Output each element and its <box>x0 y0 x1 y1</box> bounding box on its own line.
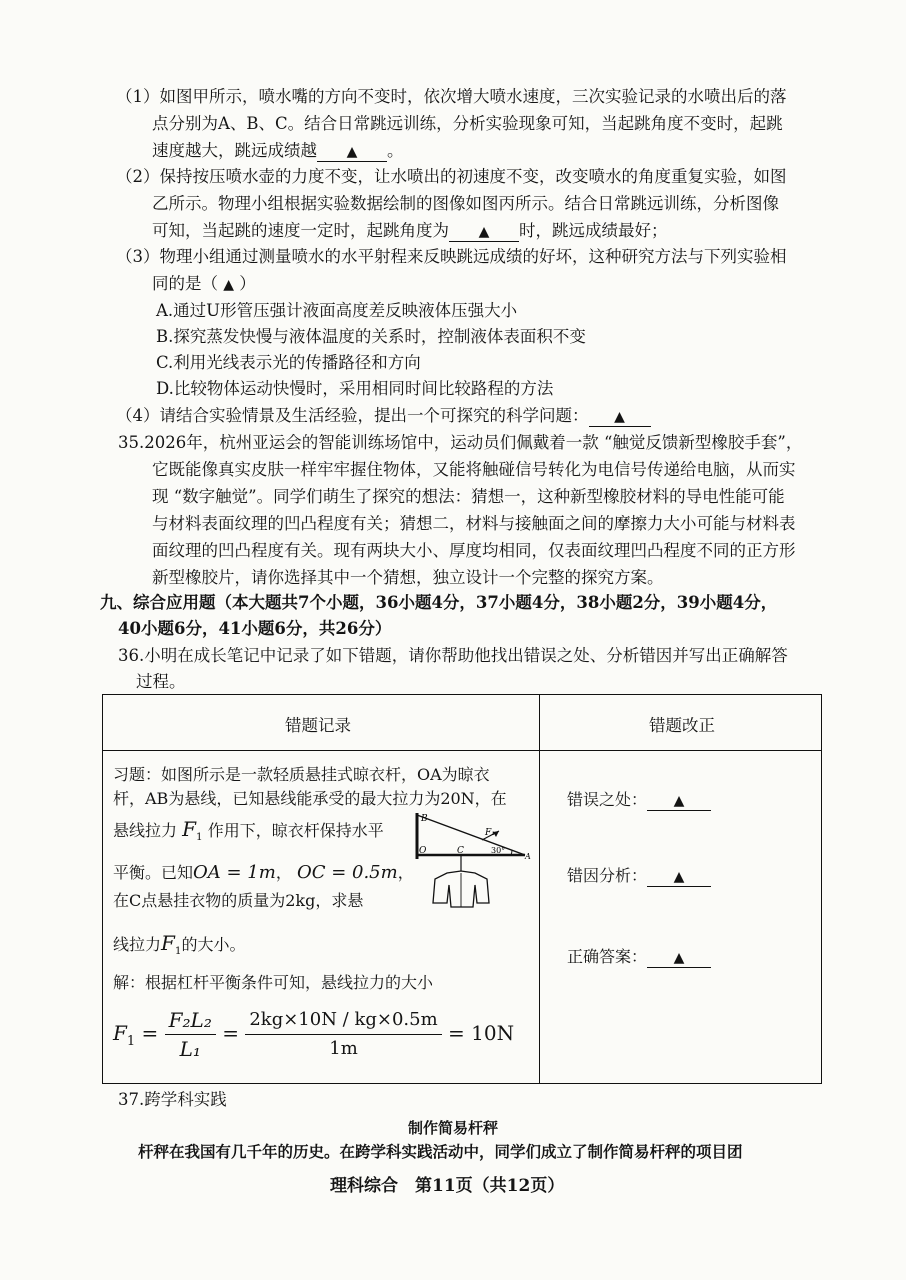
option-a[interactable]: A.通过U形管压强计液面高度差反映液体压强大小 <box>156 301 518 320</box>
math-expression: OA = 1m <box>193 862 276 883</box>
text-line-part: （4）请结合实验情景及生活经验，提出一个可探究的科学问题： <box>116 406 589 425</box>
text-line: （2）保持按压喷水壶的力度不变，让水喷出的初速度不变，改变喷水的角度重复实验，如图 <box>116 167 787 186</box>
row-label: 正确答案： <box>567 947 648 966</box>
table-divider <box>539 695 540 1083</box>
math-equals: = <box>222 1021 239 1045</box>
math-subscript: 1 <box>174 945 182 958</box>
fraction-denominator: L₁ <box>179 1037 201 1061</box>
answer-blank[interactable] <box>589 407 651 427</box>
text-line-part: 作用下，晾衣杆保持水平 <box>207 821 384 840</box>
correct-answer-row <box>567 945 711 969</box>
header-left: 错题记录 <box>285 716 351 735</box>
fraction-numerator: F₂L₂ <box>165 1006 216 1035</box>
text-line-part: 的大小。 <box>181 935 246 954</box>
triangle-icon: ▲ <box>346 144 358 160</box>
triangle-icon: ▲ <box>614 409 625 425</box>
diagram-label: B <box>421 814 428 824</box>
table-divider <box>103 750 821 751</box>
triangle-icon: ▲ <box>673 869 685 885</box>
problem-line: 在C点悬挂衣物的质量为2kg，求悬 <box>113 891 364 910</box>
problem-line <box>113 817 384 849</box>
answer-blank[interactable] <box>449 222 519 242</box>
math-symbol: F <box>113 1021 127 1045</box>
diagram-label: F₁ <box>485 828 495 838</box>
solution-formula <box>113 1003 514 1072</box>
answer-blank[interactable] <box>647 791 711 811</box>
problem-line: 习题：如图所示是一款轻质悬挂式晾衣杆，OA为晾衣 <box>113 765 490 784</box>
text-line: （1）如图甲所示，喷水嘴的方向不变时，依次增大喷水速度，三次实验记录的水喷出后的落 <box>116 87 787 106</box>
math-symbol: F <box>182 817 196 841</box>
text-line: 35.2026年，杭州亚运会的智能训练场馆中，运动员们佩戴着一款 “触觉反馈新型橡胶手套”， <box>118 433 803 452</box>
math-expression: OC = 0.5m <box>296 862 398 883</box>
option-b[interactable]: B.探究蒸发快慢与液体温度的关系时，控制液体表面积不变 <box>156 327 586 346</box>
text-line <box>116 403 651 429</box>
q37-subtitle: 制作简易杆秤 <box>408 1119 499 1137</box>
text-line-part: 速度越大，跳远成绩越 <box>152 141 317 160</box>
text-line: 点分别为A、B、C。结合日常跳远训练，分析实验现象可知，当起跳角度不变时，起跳 <box>152 114 783 133</box>
error-correction-table <box>102 694 822 1084</box>
text-line: 乙所示。物理小组根据实验数据绘制的图像如图丙所示。结合日常跳远训练，分析图像 <box>152 194 779 213</box>
math-equals: = <box>141 1021 159 1045</box>
text-line: 过程。 <box>136 672 186 691</box>
text-line: （3）物理小组通过测量喷水的水平射程来反映跳远成绩的好坏，这种研究方法与下列实验相 <box>116 247 787 266</box>
answer-blank[interactable] <box>317 142 387 162</box>
header-right: 错题改正 <box>649 716 715 735</box>
text-line-part: 同的是（ <box>152 274 218 293</box>
math-subscript: 1 <box>126 1034 136 1049</box>
text-line-part: 平衡。已知 <box>113 863 194 882</box>
clothes-rack-diagram <box>407 811 535 911</box>
text-line: 40小题6分，41小题6分，共26分） <box>118 619 392 638</box>
math-subscript: 1 <box>196 831 203 844</box>
q37-title: 37.跨学科实践 <box>118 1090 227 1109</box>
problem-line <box>113 861 414 885</box>
page-footer: 理科综合 第11页（共12页） <box>330 1176 565 1196</box>
period: 。 <box>387 141 404 160</box>
diagram-label: A <box>525 852 531 861</box>
fraction-denominator: 1m <box>329 1038 358 1059</box>
q37-text: 杆秤在我国有几千年的历史。在跨学科实践活动中，同学们成立了制作简易杆秤的项目团 <box>138 1142 743 1161</box>
option-c[interactable]: C.利用光线表示光的传播路径和方向 <box>156 353 421 372</box>
diagram-label: C <box>457 846 464 856</box>
diagram-label: O <box>419 846 427 856</box>
text-line: 面纹理的凹凸程度有关。现有两块大小、厚度均相同，仅表面纹理凹凸程度不同的正方形 <box>152 541 796 560</box>
row-label: 错误之处： <box>567 790 648 809</box>
text-line-part: ， <box>275 863 292 882</box>
text-line: 九、综合应用题（本大题共7个小题，36小题4分，37小题4分，38小题2分，39小题4分， <box>100 593 778 612</box>
option-d[interactable]: D.比较物体运动快慢时，采用相同时间比较路程的方法 <box>156 379 554 398</box>
solution-intro: 解：根据杠杆平衡条件可知，悬线拉力的大小 <box>113 973 434 992</box>
text-line: 与材料表面纹理的凹凸程度有关；猜想二，材料与接触面之间的摩擦力大小可能与材料表 <box>152 514 796 533</box>
error-location-row <box>567 788 711 812</box>
row-label: 错因分析： <box>567 866 648 885</box>
math-symbol: F <box>161 931 175 955</box>
error-analysis-row <box>567 864 711 888</box>
text-line-part: 时，跳远成绩最好； <box>519 221 668 240</box>
text-line-part: 可知，当起跳的速度一定时，起跳角度为 <box>152 221 449 240</box>
triangle-icon: ▲ <box>223 277 235 293</box>
problem-line: 杆，AB为悬线，已知悬线能承受的最大拉力为20N，在 <box>113 789 507 808</box>
triangle-icon: ▲ <box>673 793 685 809</box>
text-line <box>152 271 256 298</box>
fraction <box>245 1006 441 1063</box>
answer-blank[interactable] <box>647 948 711 968</box>
triangle-icon: ▲ <box>673 950 685 966</box>
problem-line <box>113 931 246 963</box>
text-line-part: ， <box>397 863 414 882</box>
answer-blank[interactable] <box>647 867 711 887</box>
text-line <box>152 138 404 164</box>
text-line-part: 线拉力 <box>113 935 162 954</box>
formula-result: = 10N <box>448 1021 515 1045</box>
text-line: 36.小明在成长笔记中记录了如下错题，请你帮助他找出错误之处、分析错因并写出正确解答 <box>118 646 788 665</box>
fraction <box>165 1006 216 1063</box>
text-line <box>152 218 668 244</box>
text-line-part: ） <box>239 274 256 293</box>
triangle-icon: ▲ <box>478 224 490 240</box>
diagram-label: 30° <box>491 846 506 855</box>
text-line-part: 悬线拉力 <box>113 821 178 840</box>
text-line: 它既能像真实皮肤一样牢牢握住物体，又能将触碰信号转化为电信号传递给电脑，从而实 <box>152 460 796 479</box>
text-line: 新型橡胶片，请你选择其中一个猜想，独立设计一个完整的探究方案。 <box>152 568 664 587</box>
text-line: 现 “数字触觉”。同学们萌生了探究的想法：猜想一，这种新型橡胶材料的导电性能可能 <box>152 487 785 506</box>
fraction-numerator: 2kg×10N / kg×0.5m <box>245 1006 441 1035</box>
